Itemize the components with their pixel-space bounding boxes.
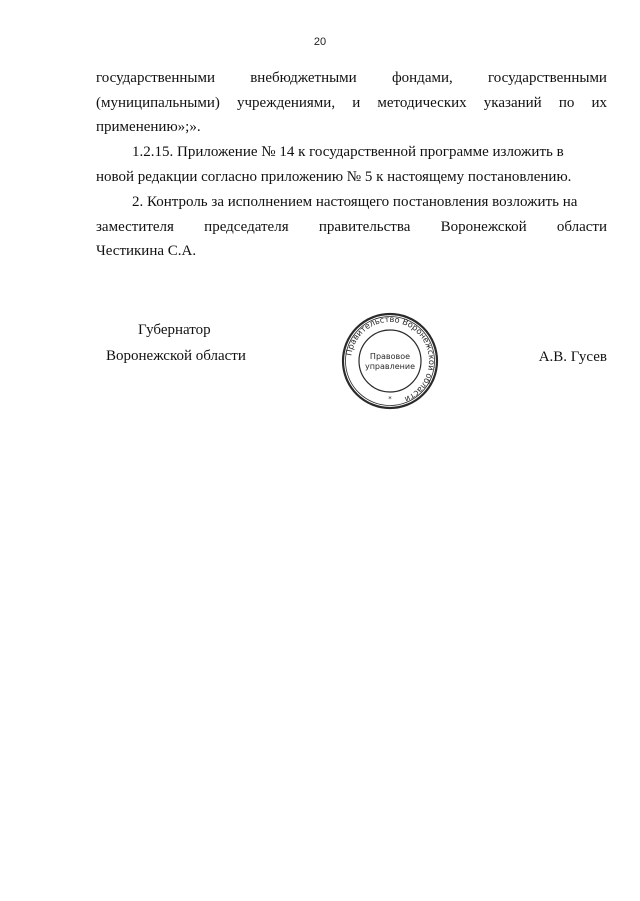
signatory-title: Губернатор [138, 322, 211, 338]
word: государственными [96, 70, 215, 86]
seal-ring-text: Правительство Воронежской области [343, 313, 438, 405]
word: Воронежской [440, 218, 527, 235]
paragraph-continuation [96, 66, 607, 140]
official-seal-stamp [340, 311, 440, 411]
word: по [558, 94, 575, 111]
paragraph-line [96, 215, 607, 240]
signature-block [96, 313, 607, 408]
page-number: 20 [313, 36, 327, 48]
word: области [556, 218, 607, 235]
word: (муниципальными) [96, 94, 220, 111]
signatory-name: А.В. Гусев [538, 349, 607, 365]
paragraph-line: Честикина С.А. [96, 243, 197, 259]
word: государственными [487, 70, 607, 86]
word: заместителя [96, 218, 174, 235]
word: учреждениями, [237, 94, 336, 111]
paragraph-line: новой редакции согласно приложению № 5 к настоящему постановлению. [96, 168, 572, 185]
seal-center-line-2: управление [364, 362, 416, 371]
word: и [352, 94, 361, 111]
seal-center-line-1: Правовое [369, 352, 411, 361]
paragraph-line [96, 91, 607, 116]
signatory-region: Воронежской области [106, 348, 246, 364]
seal-star-icon: * [388, 395, 392, 403]
word: внебюджетными [250, 70, 357, 86]
paragraph-line: применению»;». [96, 119, 201, 135]
paragraph-item-2 [96, 190, 607, 264]
word: председателя [204, 218, 289, 235]
word: указаний [483, 94, 542, 111]
word: их [591, 94, 607, 111]
paragraph-item-1-2-15 [96, 140, 607, 189]
word: правительства [318, 218, 411, 235]
paragraph-line: 2. Контроль за исполнением настоящего постановления возложить на [132, 194, 578, 210]
word: фондами, [391, 70, 453, 86]
paragraph-line [96, 66, 607, 91]
word: методических [377, 94, 467, 111]
paragraph-line: 1.2.15. Приложение № 14 к государственной программе изложить в [132, 144, 564, 160]
